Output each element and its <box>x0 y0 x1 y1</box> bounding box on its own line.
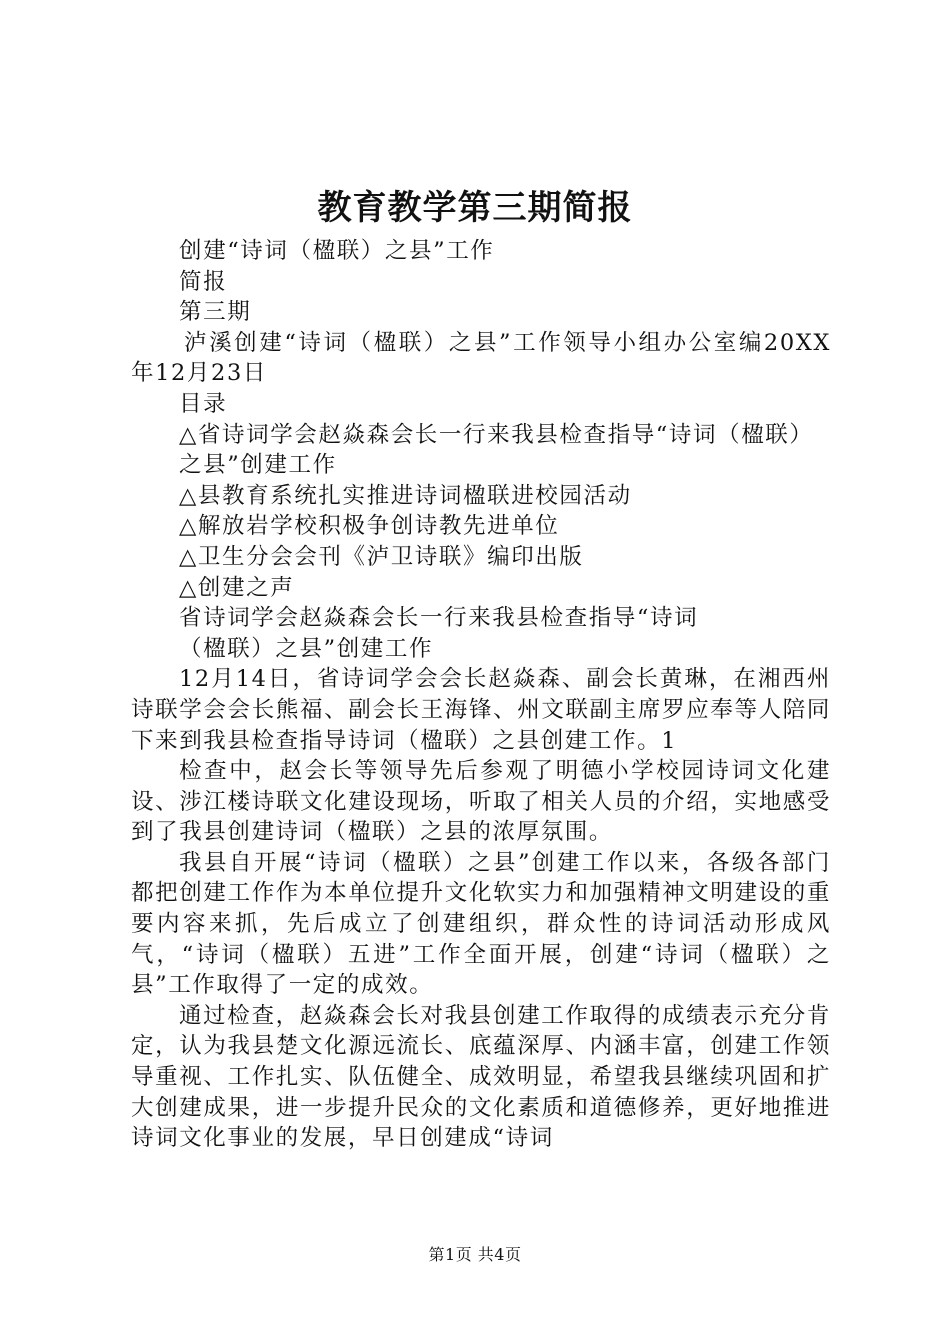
editor-line: 泸溪创建“诗词（楹联）之县”工作领导小组办公室编20XX年12月23日 <box>131 329 831 387</box>
toc-item-3: △解放岩学校积极争创诗教先进单位 <box>179 513 560 540</box>
toc-heading: 目录 <box>179 390 228 417</box>
article-paragraph-2: 检查中，赵会长等领导先后参观了明德小学校园诗词文化建设、涉江楼诗联文化建设现场，听取了相关人员的介绍，实地感受到了我县创建诗词（楹联）之县的浓厚氛围。 <box>131 758 831 846</box>
header-line-2: 简报 <box>179 268 228 295</box>
toc-item-1: △省诗词学会赵焱森会长一行来我县检查指导“诗词（楹联） <box>179 421 814 448</box>
article-heading-line-1: 省诗词学会赵焱森会长一行来我县检查指导“诗词 <box>179 605 699 632</box>
article-paragraph-4: 通过检查，赵焱森会长对我县创建工作取得的成绩表示充分肯定，认为我县楚文化源远流长、底蕴深厚、内涵丰富，创建工作领导重视、工作扎实、队伍健全、成效明显，希望我县继续巩固和扩大创建成果，进一步提升民众的文化素质和道德修养，更好地推进诗词文化事业的发展，早日创建成“诗词 <box>131 1002 831 1152</box>
document-title: 教育教学第三期简报 <box>317 188 633 228</box>
toc-item-1-continued: 之县”创建工作 <box>179 452 337 479</box>
article-paragraph-1: 12月14日，省诗词学会会长赵焱森、副会长黄琳，在湘西州诗联学会会长熊福、副会长王海锋、州文联副主席罗应奉等人陪同下来到我县检查指导诗词（楹联）之县创建工作。1 <box>131 666 831 754</box>
document-body <box>131 236 831 1154</box>
toc-item-2: △县教育系统扎实推进诗词楹联进校园活动 <box>179 482 632 509</box>
header-line-1: 创建“诗词（楹联）之县”工作 <box>179 238 495 264</box>
toc-item-5: △创建之声 <box>179 574 295 601</box>
page-footer: 第1页 共4页 <box>428 1245 522 1264</box>
article-heading-line-2: （楹联）之县”创建工作 <box>179 635 434 662</box>
article-paragraph-3: 我县自开展“诗词（楹联）之县”创建工作以来，各级各部门都把创建工作作为本单位提升文化软实力和加强精神文明建设的重要内容来抓，先后成立了创建组织，群众性的诗词活动形成风气，“诗词（楹联）五进”工作全面开展，创建“诗词（楹联）之县”工作取得了一定的成效。 <box>131 849 831 999</box>
toc-item-4: △卫生分会会刊《泸卫诗联》编印出版 <box>179 543 584 570</box>
header-line-3: 第三期 <box>179 299 252 326</box>
